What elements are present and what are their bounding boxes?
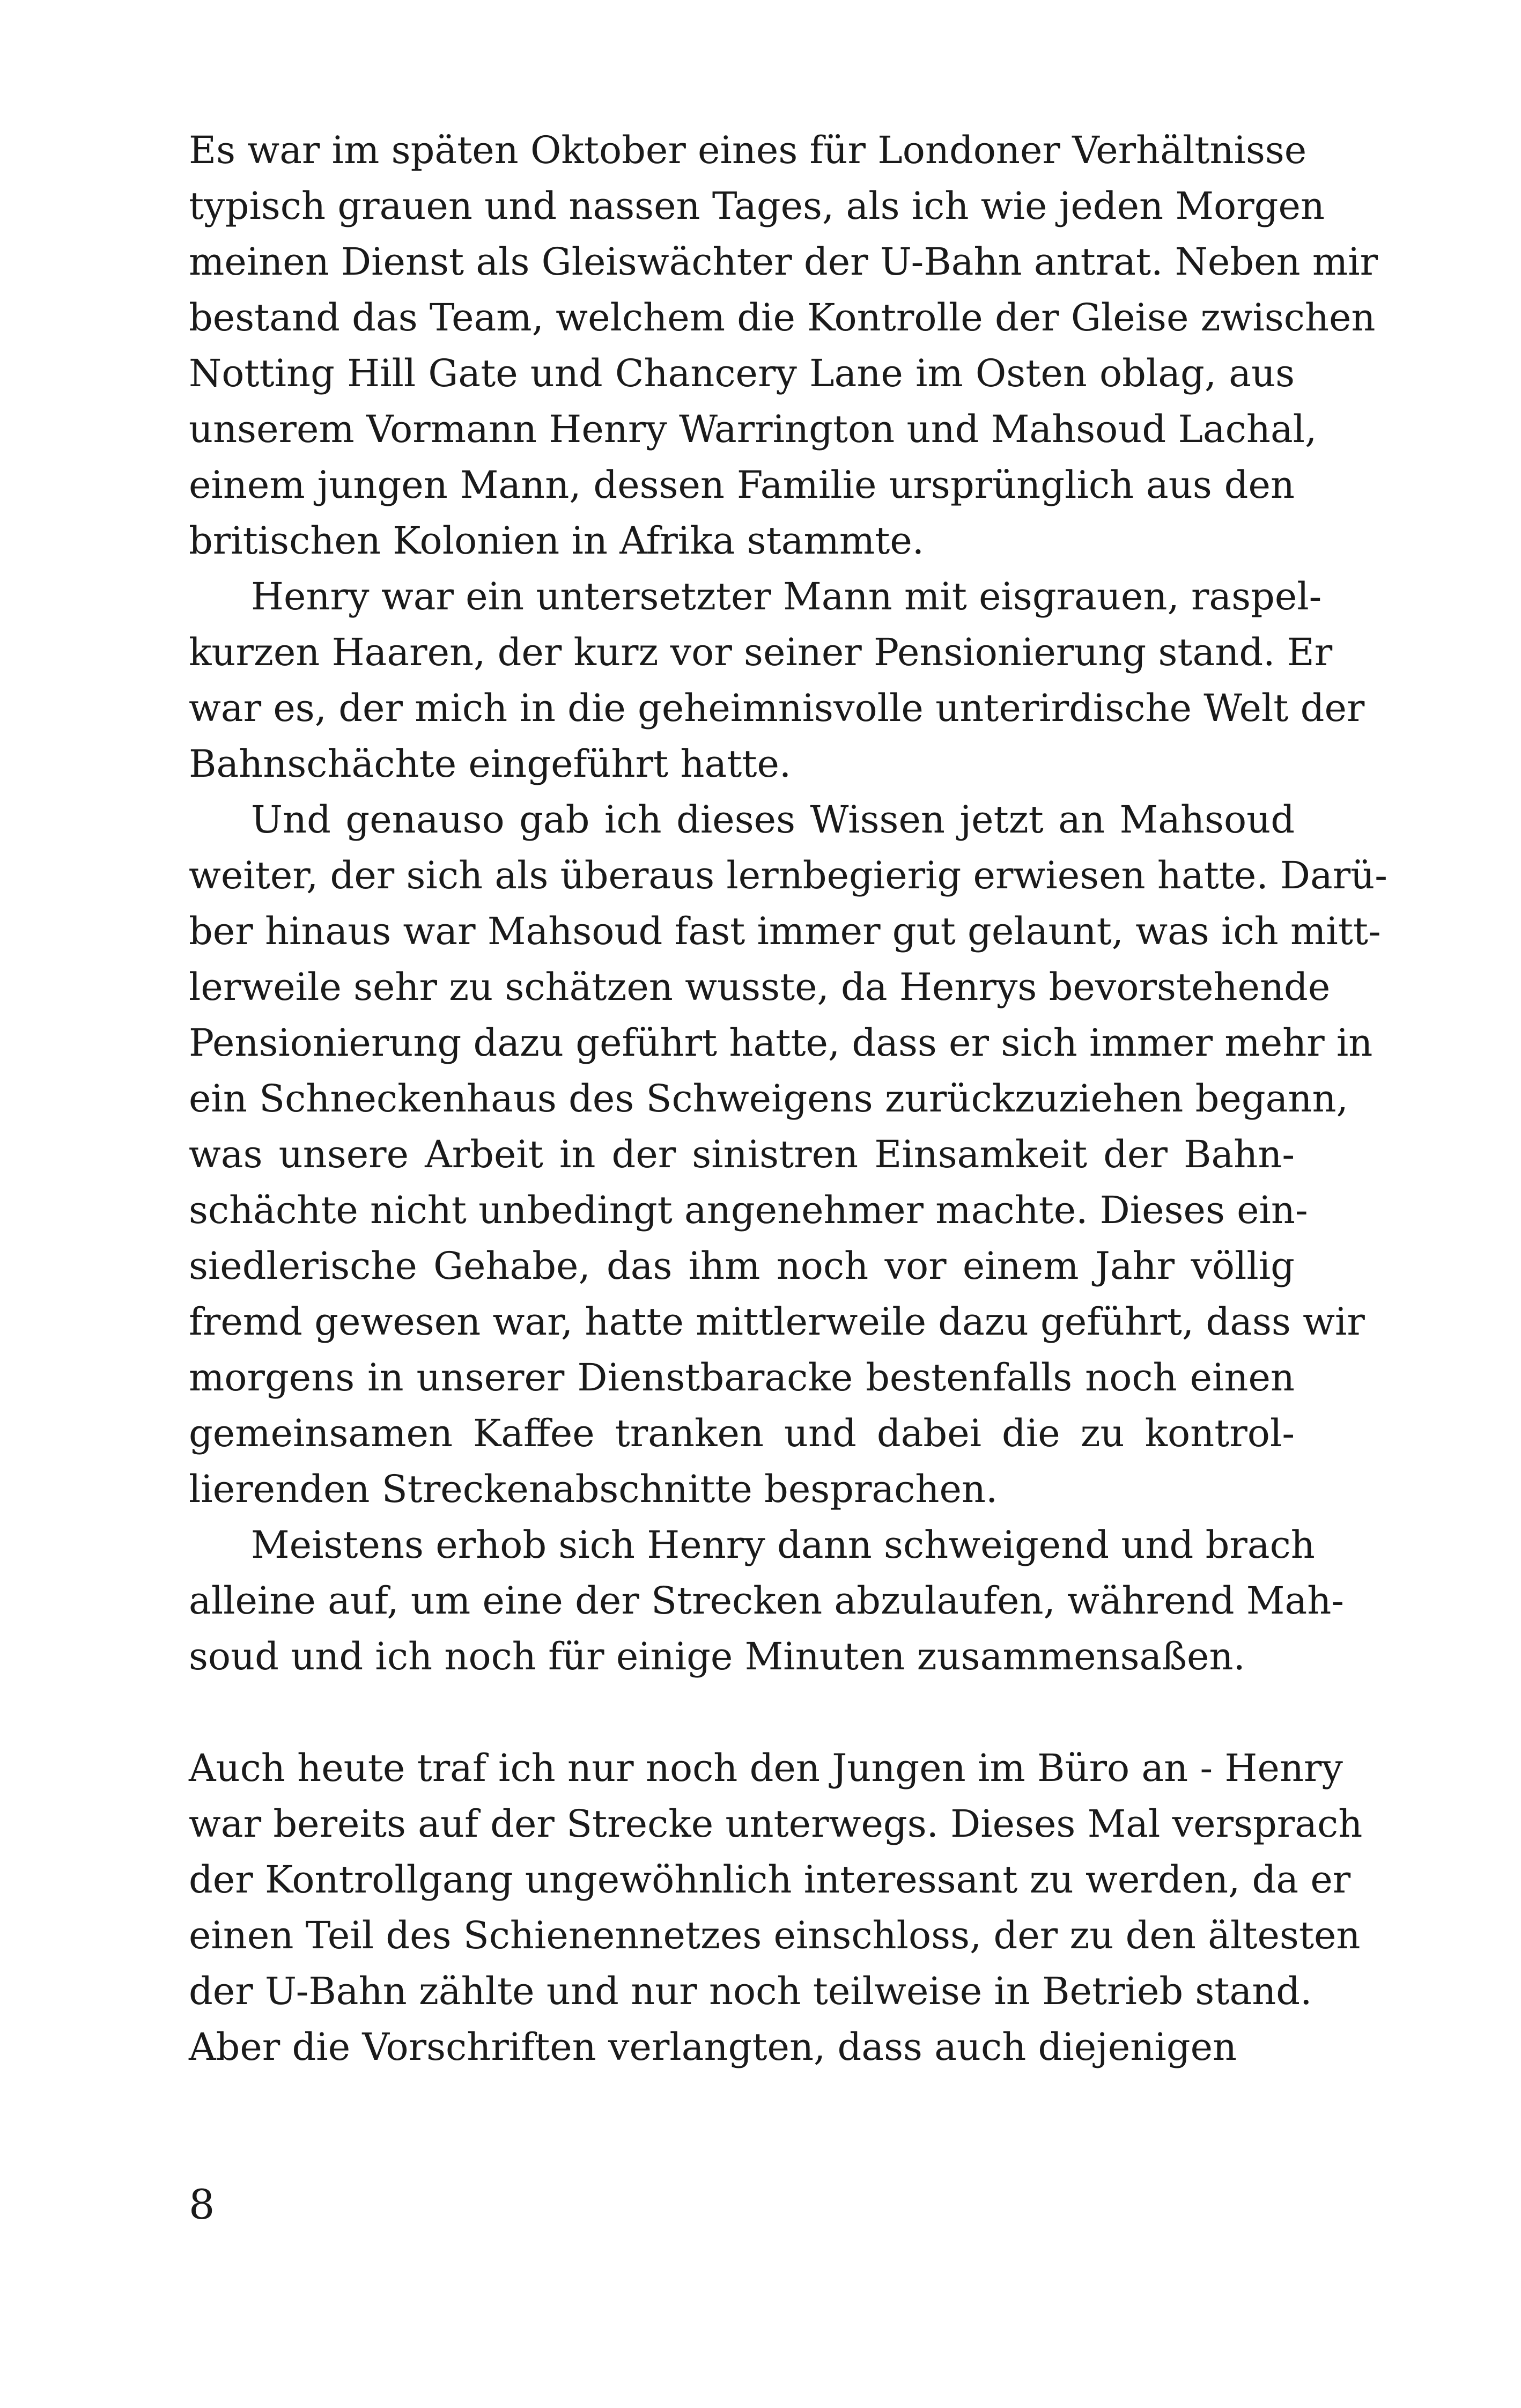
text-line: fremd gewesen war, hatte mittlerweile dazu geführt, dass wir [189, 1300, 1365, 1344]
paragraph-gap [189, 1684, 1295, 1740]
paragraph [189, 122, 1378, 569]
text-line: Es war im späten Oktober eines für Londoner Verhältnisse [189, 128, 1307, 172]
text-line: Auch heute traf ich nur noch den Jungen im Büro an - Henry [189, 1746, 1343, 1790]
text-line: weiter, der sich als überaus lernbegierig erwiesen hatte. Darü- [189, 853, 1387, 897]
text-line: unserem Vormann Henry Warrington und Mahsoud Lachal, [189, 407, 1317, 451]
text-line: einen Teil des Schienennetzes einschloss, der zu den ältesten [189, 1913, 1361, 1957]
paragraph [189, 569, 1365, 792]
text-line: typisch grauen und nassen Tages, als ich wie jeden Morgen [189, 184, 1325, 228]
text-line: alleine auf, um eine der Strecken abzulaufen, während Mah- [189, 1579, 1344, 1623]
paragraph [189, 1740, 1363, 2075]
text-line: Notting Hill Gate und Chancery Lane im Osten oblag, aus [189, 351, 1295, 395]
text-line: der U-Bahn zählte und nur noch teilweise in Betrieb stand. [189, 1969, 1312, 2013]
text-line: soud und ich noch für einige Minuten zusammensaßen. [189, 1634, 1245, 1678]
text-line: was unsere Arbeit in der sinistren Einsamkeit der Bahn- [189, 1132, 1295, 1176]
text-line: Henry war ein untersetzter Mann mit eisgrauen, raspel- [251, 575, 1322, 618]
text-line: lierenden Streckenabschnitte besprachen. [189, 1467, 998, 1511]
text-line: Pensionierung dazu geführt hatte, dass er sich immer mehr in [189, 1021, 1373, 1065]
paragraph [189, 1517, 1344, 1684]
text-line: Aber die Vorschriften verlangten, dass auch diejenigen [189, 2025, 1237, 2069]
text-line: ber hinaus war Mahsoud fast immer gut gelaunt, was ich mitt- [189, 909, 1381, 953]
text-line: Bahnschächte eingeführt hatte. [189, 742, 792, 786]
text-line: der Kontrollgang ungewöhnlich interessant zu werden, da er [189, 1858, 1351, 1902]
text-line: gemeinsamen Kaffee tranken und dabei die zu kontrol- [189, 1411, 1295, 1455]
text-line: einem jungen Mann, dessen Familie ursprünglich aus den [189, 463, 1295, 507]
page-number: 8 [189, 2181, 215, 2228]
text-line: siedlerische Gehabe, das ihm noch vor einem Jahr völlig [189, 1244, 1295, 1288]
text-line: kurzen Haaren, der kurz vor seiner Pensionierung stand. Er [189, 630, 1333, 674]
text-line: ein Schneckenhaus des Schweigens zurückzuziehen begann, [189, 1077, 1348, 1121]
text-line: meinen Dienst als Gleiswächter der U-Bahn antrat. Neben mir [189, 240, 1378, 284]
text-line: britischen Kolonien in Afrika stammte. [189, 519, 925, 563]
text-line: Und genauso gab ich dieses Wissen jetzt an Mahsoud [251, 798, 1295, 842]
text-line: morgens in unserer Dienstbaracke bestenfalls noch einen [189, 1356, 1295, 1400]
body-text [189, 122, 1387, 2075]
text-line: Meistens erhob sich Henry dann schweigend und brach [251, 1523, 1315, 1567]
text-line: lerweile sehr zu schätzen wusste, da Henrys bevorstehende [189, 965, 1331, 1009]
text-line: war es, der mich in die geheimnisvolle unterirdische Welt der [189, 686, 1365, 730]
text-line: war bereits auf der Strecke unterwegs. Dieses Mal versprach [189, 1802, 1363, 1846]
paragraph [189, 792, 1387, 1517]
text-line: bestand das Team, welchem die Kontrolle der Gleise zwischen [189, 296, 1376, 340]
text-line: schächte nicht unbedingt angenehmer machte. Dieses ein- [189, 1188, 1308, 1232]
